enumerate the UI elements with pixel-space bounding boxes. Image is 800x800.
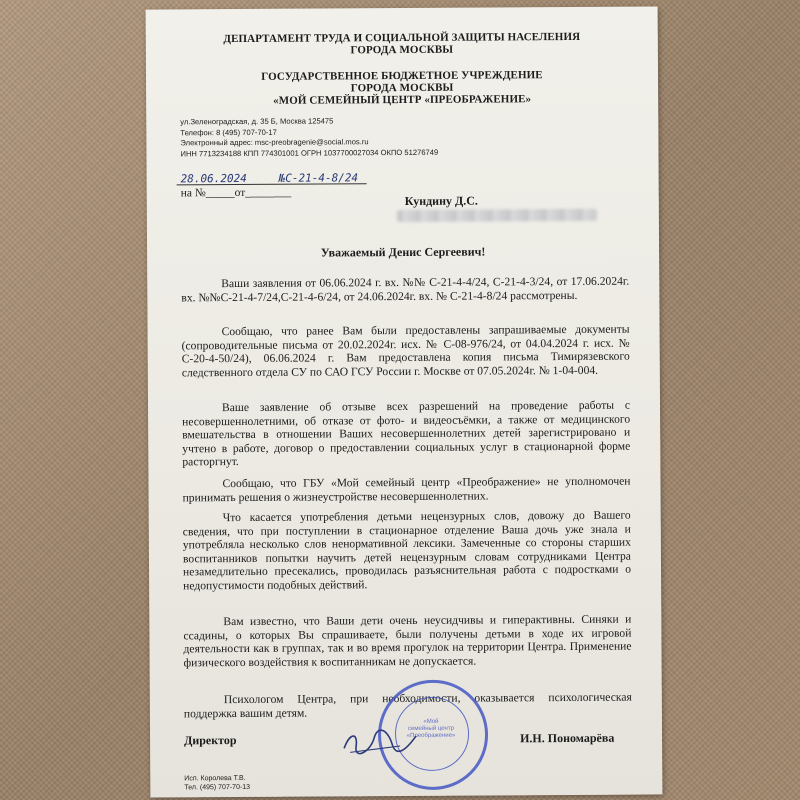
department-name-line2: ГОРОДА МОСКВЫ (350, 43, 454, 57)
address-text: ул.Зеленоградская, д. 35 Б, Москва 125475 (180, 116, 334, 127)
body-paragraph-6: Вам известно, что Ваши дети очень неусидчивы и гиперактивны. Синяки и ссадины, о которых Вы спрашиваете, были получены детьми в ходе их игровой деятельности как в группах, так и во время прогулок на территории Центра. Применение физического воздействия к воспитанникам не допускается. (183, 612, 632, 670)
email-text: Электронный адрес: msc-preobragenie@social.mos.ru (180, 137, 369, 148)
executor-phone: Тел. (495) 707-70-13 (184, 783, 251, 792)
recipient-name: Кундину Д.С. (404, 193, 478, 208)
institution-name-line3: «МОЙ СЕМЕЙНЫЙ ЦЕНТР «ПРЕОБРАЖЕНИЕ» (273, 93, 532, 107)
body-paragraph-3: Ваше заявление об отзыве всех разрешений на проведение работы с несовершеннолетними, об отказе от фото- и видеосъёмки, а также от медицинского вмешательства в отношении Ваших несовершеннолетних детей зарегистрировано и учтено в работе, договор о предоставлении социальных услуг в стационарной форме расторгнут. (182, 398, 631, 469)
registry-ids-text: ИНН 7713234188 КПП 774301001 ОГРН 1037700027034 ОКПО 51276749 (180, 147, 439, 158)
signatory-title: Директор (184, 733, 237, 748)
reference-underline (177, 173, 367, 185)
salutation: Уважаемый Денис Сергеевич! (320, 244, 486, 260)
department-name-line1: ДЕПАРТАМЕНТ ТРУДА И СОЦИАЛЬНОЙ ЗАЩИТЫ НАСЕЛЕНИЯ (223, 30, 581, 46)
signature-scribble (340, 726, 420, 756)
handwritten-number: №С-21-4-8/24 (278, 171, 359, 185)
signatory-name: И.Н. Пономарёва (520, 730, 615, 746)
body-paragraph-5: Что касается употребления детьми нецензурных слов, довожу до Вашего сведения, что при поступлении в стационарное отделение Ваша дочь уже знала и употребляла несколько слов ненормативной лексики. Замеченные со стороны старших воспитанников попытки научить детей нецензурным словам сотрудниками Центра незамедлительно пресекались, проводилась разъяснительная работа с подростками о недопустимости подобных действий. (182, 508, 632, 593)
letter-page (146, 6, 663, 797)
phone-text: Телефон: 8 (495) 707-70-17 (180, 127, 277, 137)
handwritten-date: 28.06.2024 (180, 171, 247, 186)
contact-block (180, 116, 438, 160)
institution-name-line2: ГОРОДА МОСКВЫ (350, 81, 454, 95)
body-paragraph-7: Психологом Центра, при необходимости, оказывается психологическая поддержка вашим детям. (183, 690, 632, 720)
body-paragraph-2: Сообщаю, что ранее Вам были предоставлены запрашиваемые документы (сопроводительные письма от 20.02.2024г. исх. № С-08-976/24, от 04.04.2024 г. исх. № С-20-4-50/24), 06.06.2024 г. Вам предоставлена копия письма Тимирязевского следственного отдела СУ по САО ГСУ России г. Москве от 07.05.2024г. № 1-04-004. (181, 322, 630, 380)
redacted-address (397, 209, 597, 222)
institution-name-line1: ГОСУДАРСТВЕННОЕ БЮДЖЕТНОЕ УЧРЕЖДЕНИЕ (261, 69, 543, 83)
executor-name: Исп. Королева Т.В. (184, 774, 246, 783)
reference-line: на №_____от________ (180, 186, 292, 200)
body-paragraph-4: Сообщаю, что ГБУ «Мой семейный центр «Преображение» не уполномочен принимать решения о жизнеустройстве несовершеннолетних. (182, 474, 631, 504)
body-paragraph-1: Ваши заявления от 06.06.2024 г. вх. №№ С-21-4-4/24, С-21-4-3/24, от 17.06.2024г. вх. №№С-21-4-7/24,С-21-4-6/24, от 24.06.2024г. вх. № С-21-4-8/24 рассмотрены. (181, 274, 630, 304)
executor-block (184, 774, 250, 792)
stamp-inner-text: «Мой семейный центр «Преображение» (406, 718, 456, 739)
